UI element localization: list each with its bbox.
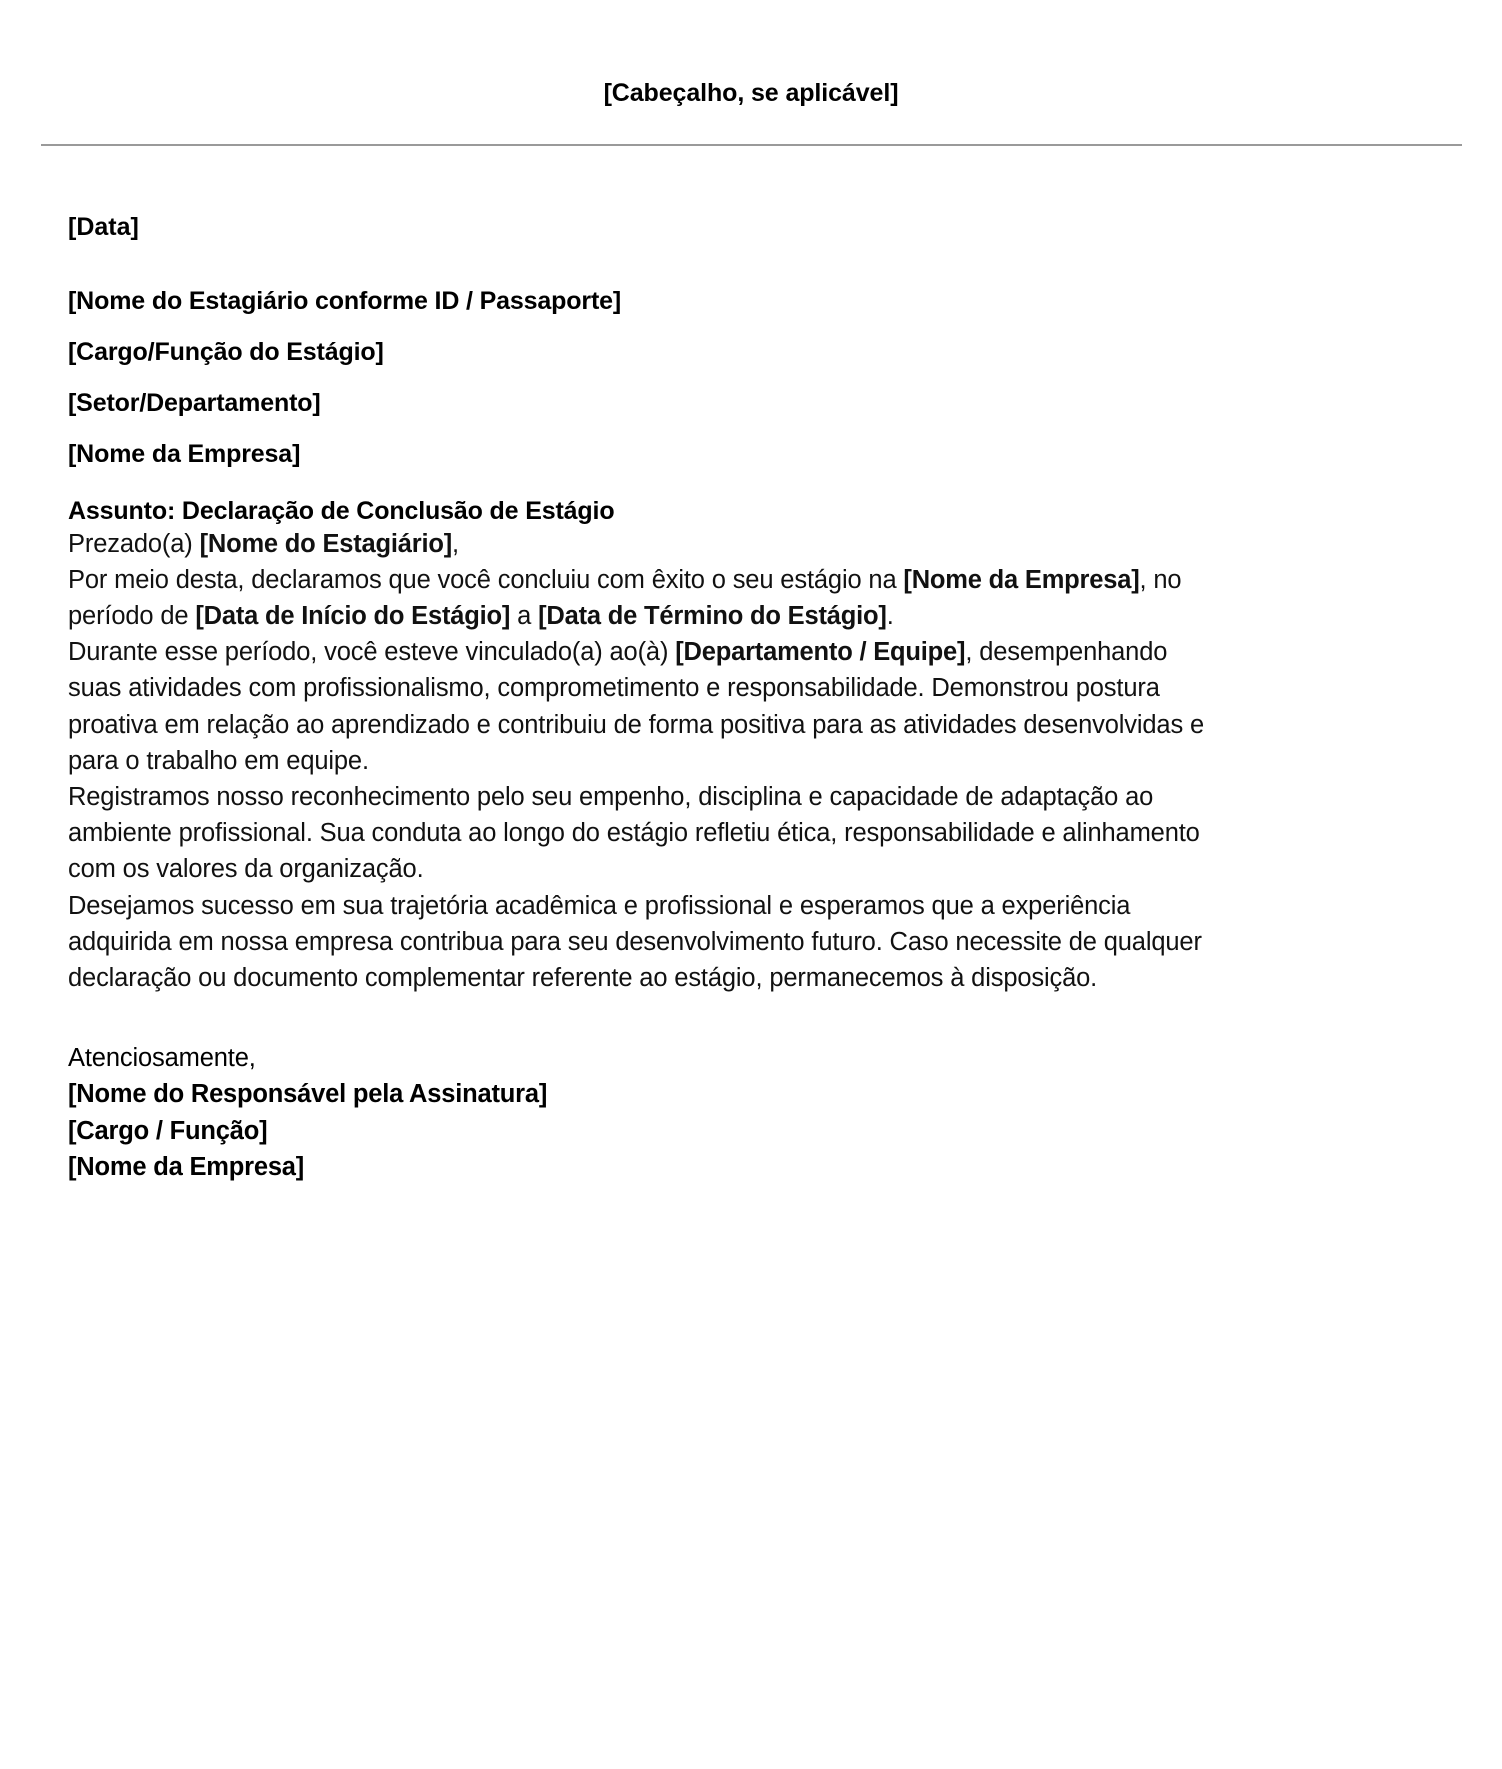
signature-company: [Nome da Empresa] <box>68 1152 305 1181</box>
top-spacer <box>68 146 1220 190</box>
greeting-line <box>68 526 1220 562</box>
recipient-block <box>68 289 1220 467</box>
recipient-name: [Nome do Estagiário conforme ID / Passaporte] <box>68 287 622 315</box>
body-paragraph-3: Registramos nosso reconhecimento pelo seu empenho, disciplina e capacidade de adaptação ao ambiente profissional. Sua conduta ao longo do estágio refletiu ética, responsabilidade e alinhamento com os valores da organização. <box>68 782 1200 884</box>
p2-department-placeholder: [Departamento / Equipe] <box>675 638 966 667</box>
p1-text-2: , no período de <box>68 565 1182 630</box>
p1-start-date-placeholder: [Data de Início do Estágio] <box>195 601 511 630</box>
page-title: [Cabeçalho, se aplicável] <box>603 79 899 107</box>
signature-role: [Cargo / Função] <box>68 1116 268 1145</box>
subject-line: Assunto: Declaração de Conclusão de Estágio <box>68 497 615 525</box>
p2-text-1: Durante esse período, você esteve vinculado(a) ao(à) <box>68 638 676 667</box>
document-header-zone <box>0 0 1502 146</box>
body-paragraph-2 <box>68 634 1223 779</box>
recipient-company: [Nome da Empresa] <box>68 440 301 468</box>
greeting-name-placeholder: [Nome do Estagiário] <box>199 529 453 558</box>
p1-end-date-placeholder: [Data de Término do Estágio] <box>538 601 887 630</box>
recipient-department: [Setor/Departamento] <box>68 389 321 417</box>
document-body <box>0 146 1220 1185</box>
p1-text-1: Por meio desta, declaramos que você concluiu com êxito o seu estágio na <box>68 565 904 594</box>
signature-block <box>68 1040 1220 1185</box>
p1-text-3: a <box>510 601 539 630</box>
date-field: [Data] <box>68 213 139 241</box>
p1-text-4: . <box>886 601 894 630</box>
body-paragraph-4: Desejamos sucesso em sua trajetória acadêmica e profissional e esperamos que a experiência adquirida em nossa empresa contribua para seu desenvolvimento futuro. Caso necessite de qualquer declaração ou documento complementar referente ao estágio, permanecemos à disposição. <box>68 891 1202 992</box>
body-paragraph-1 <box>68 562 1218 634</box>
recipient-role: [Cargo/Função do Estágio] <box>68 338 384 366</box>
greeting-suffix: , <box>452 529 459 558</box>
p2-text-2: , desempenhando suas atividades com profissionalismo, comprometimento e responsabilidade. Demonstrou postura proativa em relação ao aprendizado e contribuiu de forma positiva para as atividades desenvolvidas e para o trabalho em equipe. <box>68 638 1205 775</box>
signature-name: [Nome do Responsável pela Assinatura] <box>68 1080 548 1109</box>
greeting-prefix: Prezado(a) <box>68 529 200 558</box>
signature-closing: Atenciosamente, <box>68 1044 256 1073</box>
p1-company-placeholder: [Nome da Empresa] <box>903 565 1140 594</box>
